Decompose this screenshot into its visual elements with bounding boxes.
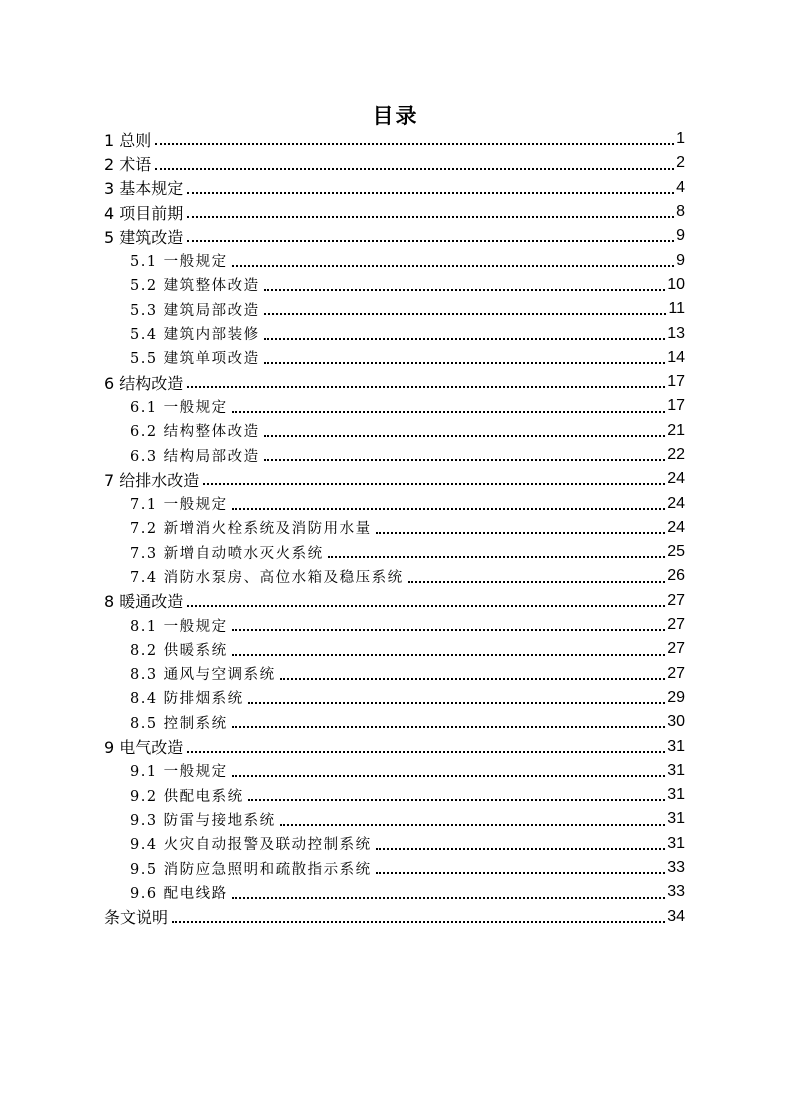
toc-dot-leader	[187, 215, 674, 218]
toc-page-number: 11	[668, 300, 685, 318]
toc-entry-label: 5.1 一般规定	[130, 250, 230, 271]
toc-section-entry[interactable]	[0, 248, 685, 272]
toc-dot-leader	[376, 871, 666, 874]
toc-dot-leader	[187, 604, 665, 607]
toc-page-number: 26	[667, 567, 685, 585]
toc-entry-label: 9.3 防雷与接地系统	[130, 809, 278, 830]
toc-entry-label: 7.4 消防水泵房、高位水箱及稳压系统	[130, 566, 406, 587]
toc-page-number: 17	[667, 373, 685, 391]
toc-entry-label: 9 电气改造	[104, 735, 185, 758]
toc-entry-label: 6.2 结构整体改造	[130, 420, 262, 441]
toc-entry-label: 7.3 新增自动喷水灭火系统	[130, 542, 326, 563]
toc-section-entry[interactable]	[0, 540, 685, 564]
toc-entry-label: 1 总则	[104, 128, 153, 151]
toc-chapter-entry[interactable]	[0, 370, 685, 394]
toc-entry-label: 5.4 建筑内部装修	[130, 323, 262, 344]
toc-dot-leader	[248, 701, 666, 704]
toc-section-entry[interactable]	[0, 516, 685, 540]
toc-page-number: 14	[667, 348, 685, 366]
toc-chapter-entry[interactable]	[0, 200, 685, 224]
toc-entry-label: 9.2 供配电系统	[130, 785, 246, 806]
toc-page-number: 34	[667, 907, 685, 925]
toc-page-number: 27	[667, 616, 685, 634]
toc-page-number: 27	[667, 640, 685, 658]
toc-entry-label: 8 暖通改造	[104, 589, 185, 612]
toc-section-entry[interactable]	[0, 394, 685, 418]
toc-section-entry[interactable]	[0, 880, 685, 904]
toc-dot-leader	[232, 896, 666, 899]
toc-entry-label: 9.5 消防应急照明和疏散指示系统	[130, 858, 374, 879]
toc-entry-label: 5.2 建筑整体改造	[130, 274, 262, 295]
toc-section-entry[interactable]	[0, 419, 685, 443]
page-title: 目录	[372, 104, 419, 128]
toc-chapter-entry[interactable]	[0, 224, 685, 248]
toc-page-number: 29	[667, 688, 685, 706]
toc-page-number: 31	[667, 834, 685, 852]
toc-entry-label: 5.3 建筑局部改造	[130, 299, 262, 320]
toc-page-number: 27	[667, 591, 685, 609]
toc-entry-label: 4 项目前期	[104, 201, 185, 224]
toc-entry-label: 8.2 供暖系统	[130, 639, 230, 660]
toc-dot-leader	[264, 458, 666, 461]
toc-page-number: 31	[667, 761, 685, 779]
toc-page-number: 17	[667, 397, 685, 415]
toc-page-number: 33	[667, 883, 685, 901]
toc-section-entry[interactable]	[0, 856, 685, 880]
toc-entry-label: 5 建筑改造	[104, 225, 185, 248]
toc-section-entry[interactable]	[0, 832, 685, 856]
toc-dot-leader	[187, 191, 674, 194]
toc-chapter-entry[interactable]	[0, 176, 685, 200]
toc-dot-leader	[187, 239, 674, 242]
toc-section-entry[interactable]	[0, 710, 685, 734]
toc-dot-leader	[187, 750, 665, 753]
toc-section-entry[interactable]	[0, 759, 685, 783]
toc-section-entry[interactable]	[0, 807, 685, 831]
toc-page-number: 13	[667, 324, 685, 342]
toc-chapter-entry[interactable]	[0, 151, 685, 175]
toc-page-number: 24	[667, 518, 685, 536]
toc-entry-label: 6.3 结构局部改造	[130, 445, 262, 466]
toc-page-number: 30	[667, 713, 685, 731]
toc-dot-leader	[232, 725, 666, 728]
toc-entry-label: 条文说明	[104, 905, 170, 928]
toc-section-entry[interactable]	[0, 783, 685, 807]
toc-section-entry[interactable]	[0, 637, 685, 661]
toc-chapter-entry[interactable]	[0, 734, 685, 758]
toc-entry-label: 6 结构改造	[104, 371, 185, 394]
toc-entry-label: 9.4 火灾自动报警及联动控制系统	[130, 833, 374, 854]
toc-entry-label: 3 基本规定	[104, 176, 185, 199]
toc-dot-leader	[376, 531, 666, 534]
toc-dot-leader	[232, 628, 666, 631]
toc-section-entry[interactable]	[0, 443, 685, 467]
toc-dot-leader	[264, 288, 666, 291]
toc-dot-leader	[232, 410, 666, 413]
toc-dot-leader	[376, 847, 666, 850]
toc-page-number: 33	[667, 859, 685, 877]
toc-dot-leader	[232, 774, 666, 777]
toc-chapter-entry[interactable]	[0, 467, 685, 491]
toc-page-number: 2	[676, 154, 685, 172]
toc-dot-leader	[248, 798, 666, 801]
toc-entry-label: 5.5 建筑单项改造	[130, 347, 262, 368]
table-of-contents	[0, 127, 685, 929]
toc-section-entry[interactable]	[0, 346, 685, 370]
toc-entry-label: 2 术语	[104, 152, 153, 175]
toc-dot-leader	[155, 142, 674, 145]
toc-page-number: 4	[676, 178, 685, 196]
toc-dot-leader	[232, 264, 674, 267]
toc-dot-leader	[264, 312, 667, 315]
toc-page-number: 9	[676, 227, 685, 245]
toc-dot-leader	[280, 677, 666, 680]
toc-section-entry[interactable]	[0, 491, 685, 515]
toc-page-number: 31	[667, 786, 685, 804]
toc-entry-label: 9.6 配电线路	[130, 882, 230, 903]
toc-section-entry[interactable]	[0, 297, 685, 321]
toc-page-number: 8	[676, 203, 685, 221]
toc-entry-label: 8.5 控制系统	[130, 712, 230, 733]
toc-dot-leader	[280, 823, 666, 826]
toc-section-entry[interactable]	[0, 686, 685, 710]
toc-dot-leader	[264, 337, 666, 340]
toc-dot-leader	[328, 555, 666, 558]
toc-page-number: 22	[667, 446, 685, 463]
toc-section-entry[interactable]	[0, 321, 685, 345]
toc-dot-leader	[264, 361, 666, 364]
toc-page-number: 21	[667, 421, 685, 439]
toc-dot-leader	[264, 434, 666, 437]
toc-entry-label: 7 给排水改造	[104, 468, 201, 491]
toc-list	[0, 127, 685, 929]
toc-entry-label: 8.4 防排烟系统	[130, 687, 246, 708]
toc-page-number: 25	[667, 543, 685, 561]
toc-page-number: 27	[667, 664, 685, 682]
toc-entry-label: 8.3 通风与空调系统	[130, 663, 278, 684]
toc-chapter-entry[interactable]	[0, 905, 685, 929]
toc-page-number: 31	[667, 810, 685, 828]
toc-entry-label: 6.1 一般规定	[130, 396, 230, 417]
toc-dot-leader	[203, 482, 665, 485]
toc-section-entry[interactable]	[0, 662, 685, 686]
toc-dot-leader	[232, 653, 666, 656]
toc-entry-label: 9.1 一般规定	[130, 760, 230, 781]
toc-entry-label: 7.1 一般规定	[130, 493, 230, 514]
toc-entry-label: 8.1 一般规定	[130, 615, 230, 636]
toc-section-entry[interactable]	[0, 273, 685, 297]
toc-section-entry[interactable]	[0, 613, 685, 637]
toc-dot-leader	[172, 920, 665, 923]
toc-dot-leader	[408, 580, 666, 583]
toc-page-number: 24	[667, 470, 685, 488]
toc-page-number: 1	[676, 130, 685, 148]
toc-page-number: 31	[667, 737, 685, 755]
toc-dot-leader	[187, 385, 665, 388]
toc-dot-leader	[232, 507, 666, 510]
toc-chapter-entry[interactable]	[0, 589, 685, 613]
toc-chapter-entry[interactable]	[0, 127, 685, 151]
toc-page-number: 9	[676, 251, 685, 269]
toc-dot-leader	[155, 167, 674, 170]
toc-page-number: 10	[667, 275, 685, 293]
toc-page-number: 24	[667, 494, 685, 512]
toc-entry-label: 7.2 新增消火栓系统及消防用水量	[130, 517, 374, 538]
toc-section-entry[interactable]	[0, 564, 685, 588]
